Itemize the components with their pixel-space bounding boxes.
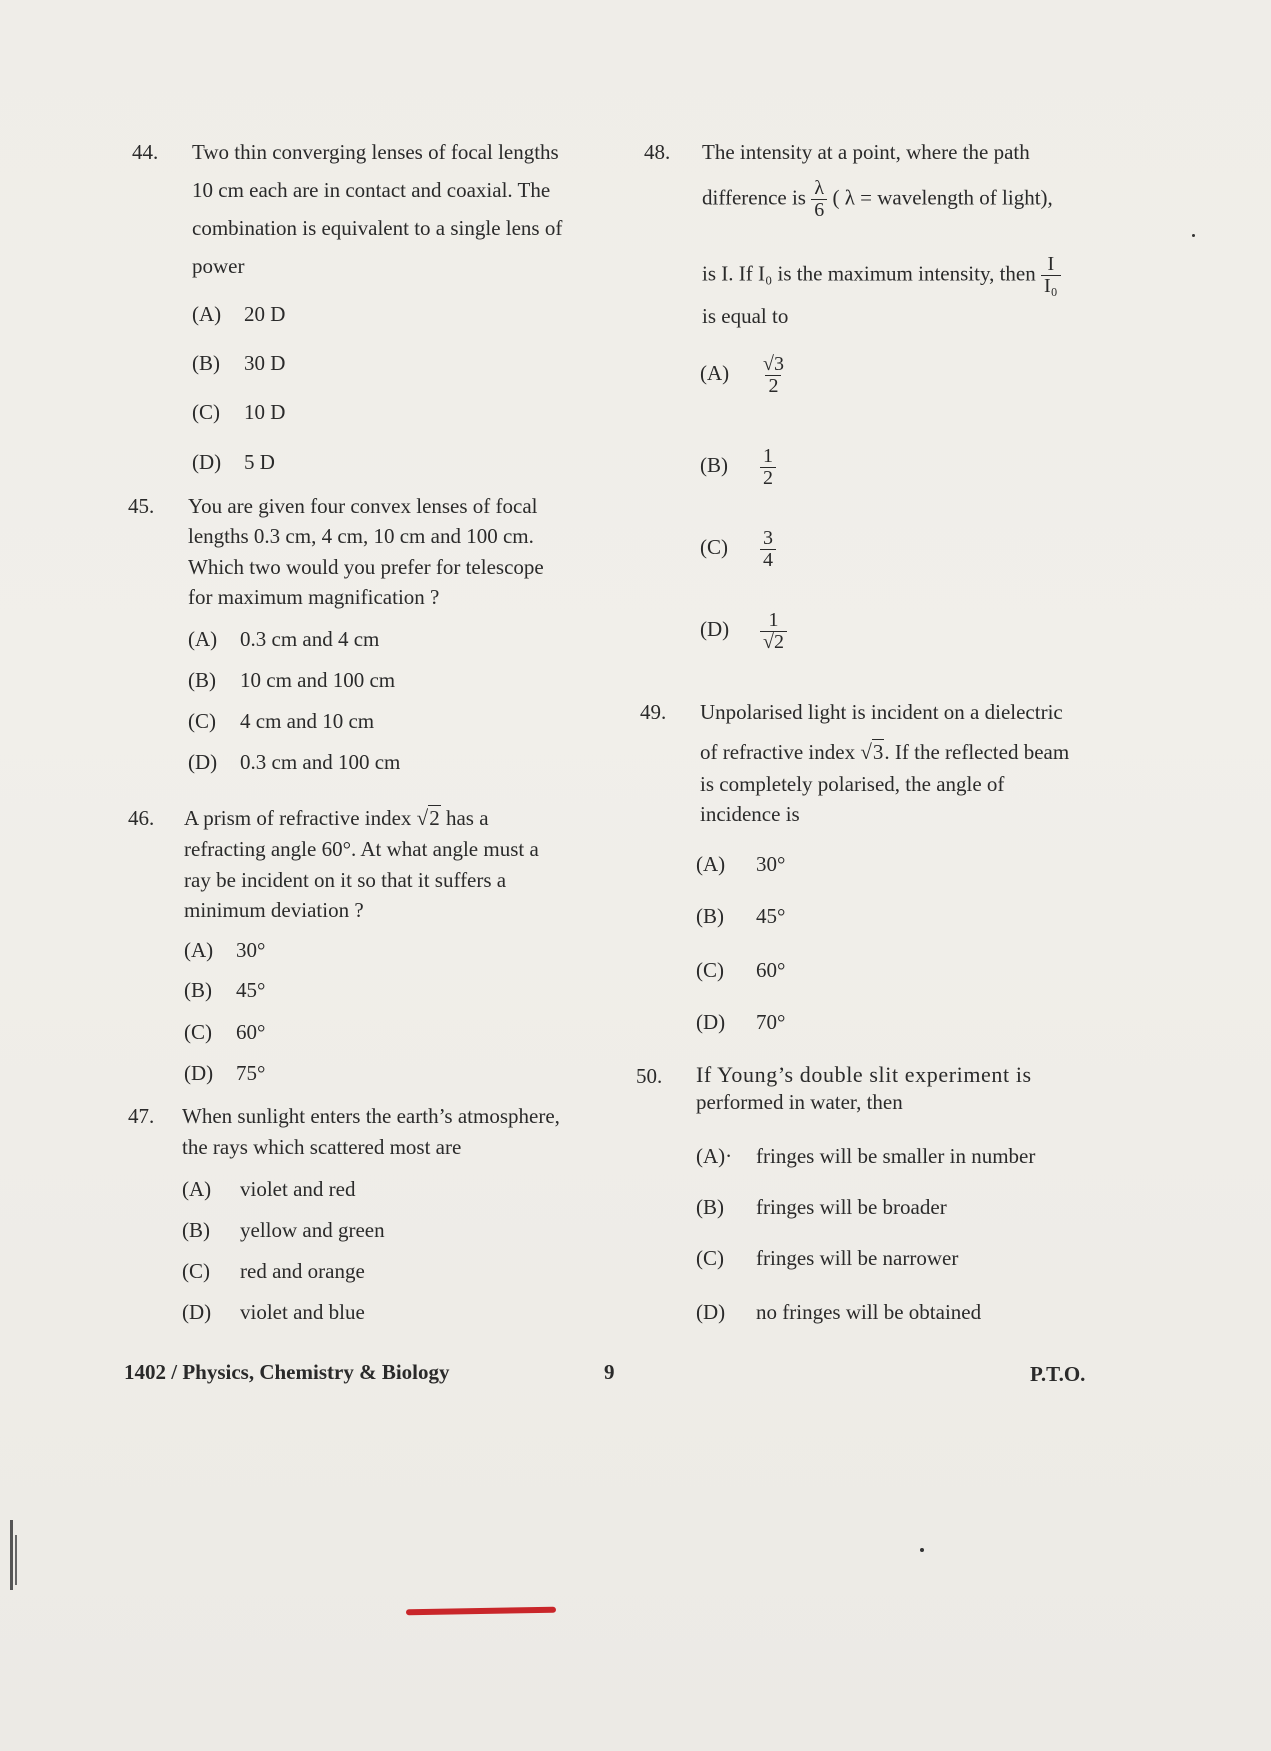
- answer-option[interactable]: (C) 4 cm and 10 cm: [188, 709, 375, 733]
- answer-option[interactable]: (D) $\frac{1}{√2}$: [700, 610, 787, 653]
- answer-option[interactable]: (C) 60°: [696, 958, 786, 982]
- question-text-line: minimum deviation ?: [184, 898, 364, 922]
- answer-option[interactable]: (A) violet and red: [182, 1177, 356, 1201]
- question-text-line: If Young’s double slit experiment is: [696, 1062, 1032, 1087]
- footer-course-code: 1402 / Physics, Chemistry & Biology: [124, 1360, 450, 1384]
- question-text-line: the rays which scattered most are: [182, 1135, 462, 1159]
- red-pen-mark: [406, 1607, 556, 1616]
- answer-option[interactable]: (D) violet and blue: [182, 1300, 365, 1324]
- question-text-line: combination is equivalent to a single lens of: [192, 216, 563, 240]
- fraction: $\frac{\lambda}{6}$: [811, 178, 827, 221]
- question-text-line: Two thin converging lenses of focal lengths: [192, 140, 559, 164]
- question-text-line: ray be incident on it so that it suffers a: [184, 868, 507, 892]
- question-number: 47.: [128, 1104, 155, 1128]
- answer-option[interactable]: (B) 45°: [184, 978, 266, 1002]
- question-text-line: power: [192, 254, 245, 278]
- answer-option[interactable]: (A) 20 D: [192, 302, 286, 326]
- page-number: 9: [604, 1360, 615, 1384]
- square-root: √3: [860, 740, 884, 764]
- fraction: $\frac{1}{2}$: [760, 446, 776, 489]
- answer-option[interactable]: (B) 10 cm and 100 cm: [188, 668, 396, 692]
- question-text-line: is I. If I₀ is the maximum intensity, then $\frac{I}{\text{I₀}}$: [702, 254, 1061, 297]
- question-text-line: lengths 0.3 cm, 4 cm, 10 cm and 100 cm.: [188, 524, 534, 548]
- answer-option[interactable]: (A) 0.3 cm and 4 cm: [188, 627, 380, 651]
- answer-option[interactable]: (B) $\frac{1}{2}$: [700, 446, 776, 489]
- question-text-line: performed in water, then: [696, 1090, 903, 1114]
- question-text-line: difference is $\frac{\lambda}{6}$ ( λ = wavelength of light),: [702, 177, 1053, 221]
- answer-option[interactable]: (B) fringes will be broader: [696, 1195, 947, 1219]
- question-number: 49.: [640, 700, 667, 724]
- answer-option[interactable]: (A) 30°: [184, 938, 266, 962]
- question-text-line: is completely polarised, the angle of: [700, 772, 1005, 796]
- question-text-line: 10 cm each are in contact and coaxial. The: [192, 178, 551, 202]
- question-number: 48.: [644, 140, 671, 164]
- question-text-line: of refractive index √3. If the reflected beam: [700, 740, 1070, 764]
- question-text-line: Which two would you prefer for telescope: [188, 555, 544, 579]
- question-text-line: You are given four convex lenses of focal: [188, 494, 538, 518]
- scan-edge-mark: [10, 1520, 13, 1590]
- question-text-line: incidence is: [700, 802, 800, 826]
- answer-option[interactable]: (B) yellow and green: [182, 1218, 385, 1242]
- square-root: √2: [416, 806, 440, 830]
- answer-option[interactable]: (D) 5 D: [192, 450, 275, 474]
- question-text-line: When sunlight enters the earth’s atmosphere,: [182, 1104, 560, 1128]
- question-text-line: Unpolarised light is incident on a dielectric: [700, 700, 1063, 724]
- question-number: 45.: [128, 494, 155, 518]
- question-text-line: refracting angle 60°. At what angle must a: [184, 837, 539, 861]
- answer-option[interactable]: (A) 30°: [696, 852, 786, 876]
- question-number: 46.: [128, 806, 155, 830]
- fraction: $\frac{√3}{2}$: [763, 353, 784, 397]
- scan-speck: [920, 1548, 924, 1552]
- question-text-line: The intensity at a point, where the path: [702, 140, 1030, 164]
- fraction: $\frac{1}{√2}$: [760, 610, 787, 653]
- answer-option[interactable]: (C) 60°: [184, 1020, 266, 1044]
- answer-option[interactable]: (C) red and orange: [182, 1259, 365, 1283]
- question-text-line: A prism of refractive index √2 has a: [184, 806, 489, 830]
- answer-option[interactable]: (B) 30 D: [192, 351, 286, 375]
- question-text-line: for maximum magnification ?: [188, 585, 440, 609]
- answer-option[interactable]: (D) no fringes will be obtained: [696, 1300, 982, 1324]
- answer-option[interactable]: (D) 70°: [696, 1010, 786, 1034]
- answer-option[interactable]: (D) 0.3 cm and 100 cm: [188, 750, 401, 774]
- answer-option[interactable]: (C) fringes will be narrower: [696, 1246, 959, 1270]
- answer-option[interactable]: (C) 10 D: [192, 400, 286, 424]
- answer-option[interactable]: (C) $\frac{3}{4}$: [700, 528, 776, 571]
- scan-speck: [1192, 234, 1195, 237]
- answer-option[interactable]: (B) 45°: [696, 904, 786, 928]
- fraction: $\frac{3}{4}$: [760, 528, 776, 571]
- answer-option[interactable]: (D) 75°: [184, 1061, 266, 1085]
- fraction: $\frac{I}{\text{I₀}}$: [1041, 254, 1061, 297]
- question-number: 44.: [132, 140, 159, 164]
- question-number: 50.: [636, 1064, 663, 1088]
- question-text-line: is equal to: [702, 304, 789, 328]
- answer-option[interactable]: (A)· fringes will be smaller in number: [696, 1144, 1036, 1168]
- answer-option[interactable]: (A) $\frac{√3}{2}$: [700, 354, 787, 397]
- scan-edge-mark: [15, 1535, 17, 1585]
- pto-label: P.T.O.: [1030, 1362, 1086, 1386]
